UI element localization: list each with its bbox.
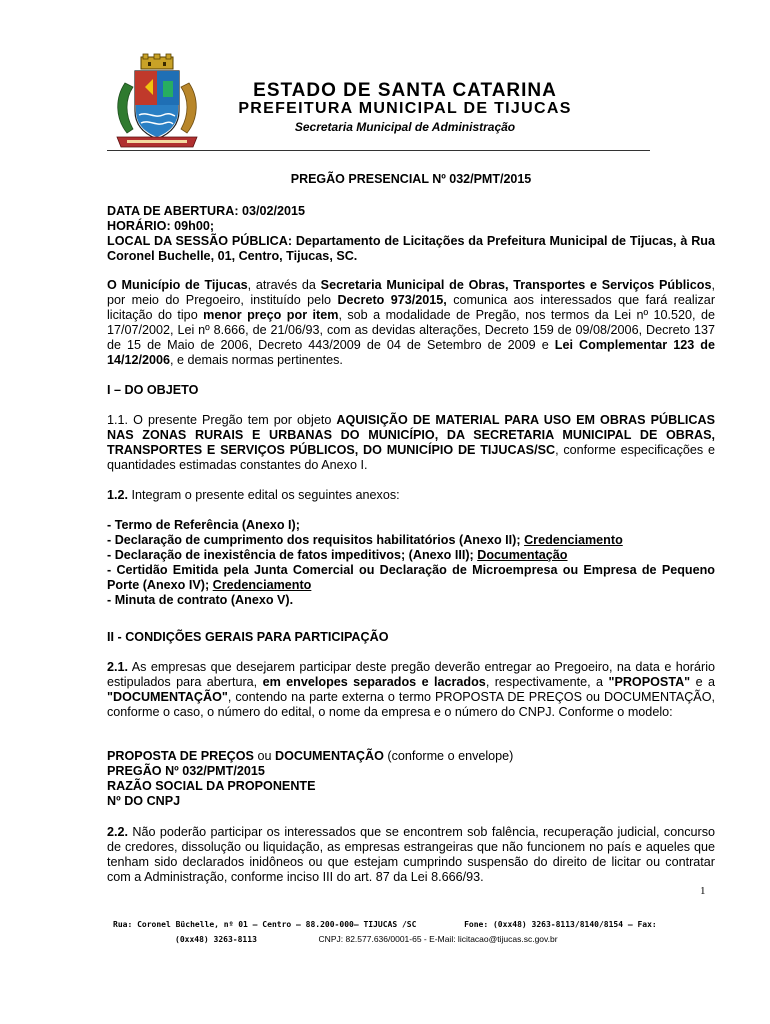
footer-address: Rua: Coronel Büchelle, nº 01 – Centro – 88.200-000– TIJUCAS /SC bbox=[113, 920, 417, 929]
list-item: - Declaração de inexistência de fatos impeditivos; (Anexo III); Documentação bbox=[107, 548, 568, 562]
coat-of-arms-icon bbox=[107, 53, 207, 153]
item-2-1: 2.1. As empresas que desejarem participar deste pregão deverão entregar ao Pregoeiro, na data e horário estipulados para abertura, em envelopes separados e lacrados, respectivamente, a "PROPOSTA" e a "DOCUMENTAÇÃO", contendo na parte externa o termo PROPOSTA DE PREÇOS ou DOCUMENTAÇÃO, conforme o caso, o número do edital, o nome da empresa e o número do CNPJ. Conforme o modelo: bbox=[107, 660, 715, 719]
item-2-2: 2.2. Não poderão participar os interessados que se encontrem sob falência, recuperação judicial, concurso de credores, dissolução ou liquidação, as empresas estrangeiras que não funcionem no país e aqueles que tenham sido declarados inidôneos ou que estejam cumprindo suspensão do direito de licitar ou contratar com a Administração, conforme inciso III do art. 87 da Lei 8.666/93. bbox=[107, 825, 715, 884]
opening-date: DATA DE ABERTURA: 03/02/2015 bbox=[107, 204, 306, 218]
header-municipality: PREFEITURA MUNICIPAL DE TIJUCAS bbox=[238, 100, 572, 117]
session-place: LOCAL DA SESSÃO PÚBLICA: Departamento de Licitações da Prefeitura Municipal de Tijucas, à Rua Coronel Buchelle, 01, Centro, Tijucas, SC. bbox=[107, 234, 715, 263]
intro-paragraph: O Município de Tijucas, através da Secretaria Municipal de Obras, Transportes e Serviços Públicos, por meio do Pregoeiro, instituído pelo Decreto 973/2015, comunica aos interessados que fará realizar licitação do tipo menor preço por item, sob a modalidade de Pregão, nos termos da Lei nº 10.520, de 17/07/2002, Lei nº 8.666, de 21/06/93, com as devidas alterações, Decreto 159 de 09/08/2006, Decreto 137 de 15 de Maio de 2006, Decreto 443/2009 de 04 de Setembro de 2009 e Lei Complementar 123 de 14/12/2006, e demais normas pertinentes. bbox=[107, 278, 716, 367]
opening-time: HORÁRIO: 09h00; bbox=[107, 219, 215, 233]
list-item: - Termo de Referência (Anexo I); bbox=[107, 518, 300, 532]
list-item: - Declaração de cumprimento dos requisitos habilitatórios (Anexo II); Credenciamento bbox=[107, 533, 623, 547]
header-state: ESTADO DE SANTA CATARINA bbox=[253, 80, 557, 101]
section-1-heading: I – DO OBJETO bbox=[107, 383, 199, 397]
page-number: 1 bbox=[700, 885, 706, 897]
model-line-3: RAZÃO SOCIAL DA PROPONENTE bbox=[107, 779, 316, 793]
footer-cnpj-email: CNPJ: 82.577.636/0001-65 - E-Mail: licitacao@tijucas.sc.gov.br bbox=[318, 934, 558, 944]
header-rule bbox=[107, 150, 650, 151]
list-item: - Minuta de contrato (Anexo V). bbox=[107, 593, 294, 607]
footer-line-1 bbox=[113, 920, 713, 929]
section-2-heading: II - CONDIÇÕES GERAIS PARA PARTICIPAÇÃO bbox=[107, 630, 389, 644]
footer-line-2 bbox=[175, 934, 715, 944]
list-item: - Certidão Emitida pela Junta Comercial ou Declaração de Microempresa ou Empresa de Pequeno Porte (Anexo IV); Credenciamento bbox=[107, 563, 715, 592]
item-1-2: 1.2. Integram o presente edital os seguintes anexos: bbox=[107, 488, 400, 502]
model-line-4: Nº DO CNPJ bbox=[107, 794, 181, 808]
session-info bbox=[107, 204, 715, 264]
document-title: PREGÃO PRESENCIAL Nº 032/PMT/2015 bbox=[290, 172, 532, 186]
footer-fax: (0xx48) 3263-8113 bbox=[175, 935, 257, 944]
item-1-1: 1.1. O presente Pregão tem por objeto AQUISIÇÃO DE MATERIAL PARA USO EM OBRAS PÚBLICAS NAS ZONAS RURAIS E URBANAS DO MUNICÍPIO, DA SECRETARIA MUNICIPAL DE OBRAS, TRANSPORTES E SERVIÇOS PÚBLICOS, DO MUNICÍPIO DE TIJUCAS/SC, conforme especificações e quantidades estimadas constantes do Anexo I. bbox=[107, 413, 715, 472]
model-line-1: PROPOSTA DE PREÇOS ou DOCUMENTAÇÃO (conforme o envelope) bbox=[107, 749, 514, 763]
envelope-model bbox=[107, 749, 715, 809]
footer-phone: Fone: (0xx48) 3263-8113/8140/8154 – Fax: bbox=[464, 920, 657, 929]
annex-list bbox=[107, 518, 715, 608]
model-line-2: PREGÃO Nº 032/PMT/2015 bbox=[107, 764, 265, 778]
header-department: Secretaria Municipal de Administração bbox=[294, 120, 516, 134]
